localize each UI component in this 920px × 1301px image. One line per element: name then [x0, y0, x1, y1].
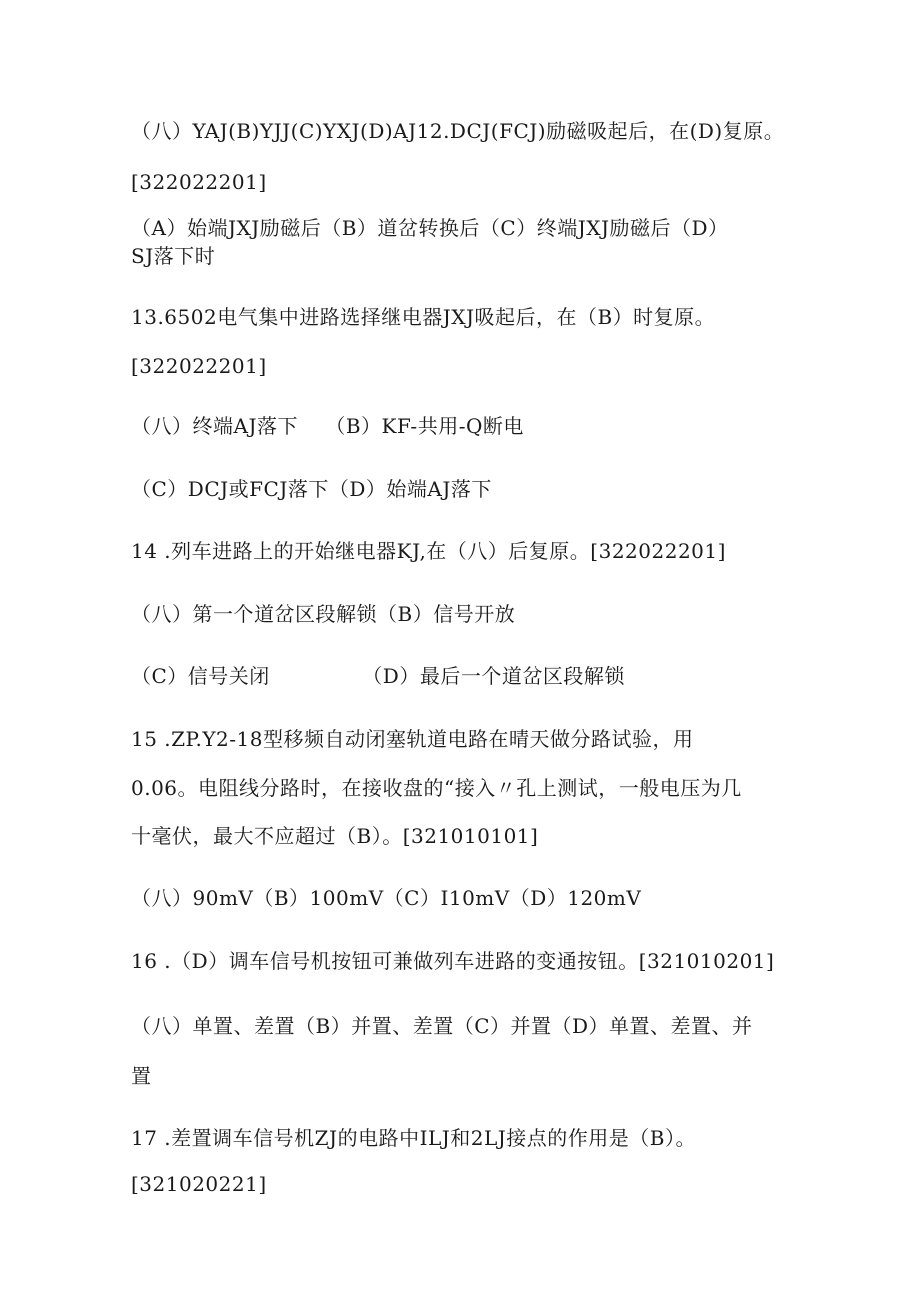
- question-14-text: 14 .列车进路上的开始继电器KJ,在（八）后复原。[322022201]: [131, 539, 726, 563]
- question-16-options-line: （八）单置、差置（B）并置、差置（C）并置（D）单置、差置、并: [131, 1014, 753, 1038]
- question-code: [322022201]: [131, 170, 267, 194]
- question-14-options-line: （八）第一个道岔区段解锁（B）信号开放: [131, 602, 516, 626]
- question-15-text: 15 .ZP.Y2-18型移频自动闭塞轨道电路在晴天做分路试验，用: [131, 727, 694, 751]
- question-12-options-line: （八）YAJ(B)YJJ(C)YXJ(D)AJ12.DCJ(FCJ)励磁吸起后，在(D)复原。: [131, 119, 785, 143]
- question-12-options-line: （A）始端JXJ励磁后（B）道岔转换后（C）终端JXJ励磁后（D）: [131, 216, 729, 240]
- question-12-options-continuation: SJ落下时: [131, 244, 216, 268]
- question-13-options-line: （八）终端AJ落下 （B）KF-共用-Q断电: [131, 414, 524, 438]
- question-14-options-line: （C）信号关闭 （D）最后一个道岔区段解锁: [131, 664, 625, 688]
- question-17-text: 17 .差置调车信号机ZJ的电路中ILJ和2LJ接点的作用是（B）。: [131, 1126, 696, 1150]
- question-code: [322022201]: [131, 354, 267, 378]
- question-16-text: 16 .（D）调车信号机按钮可兼做列车进路的变通按钮。[321010201]: [131, 949, 775, 973]
- question-13-text: 13.6502电气集中进路选择继电器JXJ吸起后，在（B）时复原。: [131, 305, 716, 329]
- question-16-options-continuation: 置: [131, 1064, 152, 1088]
- question-13-options-line: （C）DCJ或FCJ落下（D）始端AJ落下: [131, 477, 492, 501]
- question-15-text: 十毫伏，最大不应超过（B）。[321010101]: [131, 824, 539, 848]
- question-15-text: 0.06。电阻线分路时，在接收盘的“接入〃孔上测试，一般电压为几: [131, 776, 742, 800]
- question-15-options-line: （八）90mV（B）100mV（C）I10mV（D）120mV: [131, 886, 642, 910]
- question-code: [321020221]: [131, 1172, 267, 1196]
